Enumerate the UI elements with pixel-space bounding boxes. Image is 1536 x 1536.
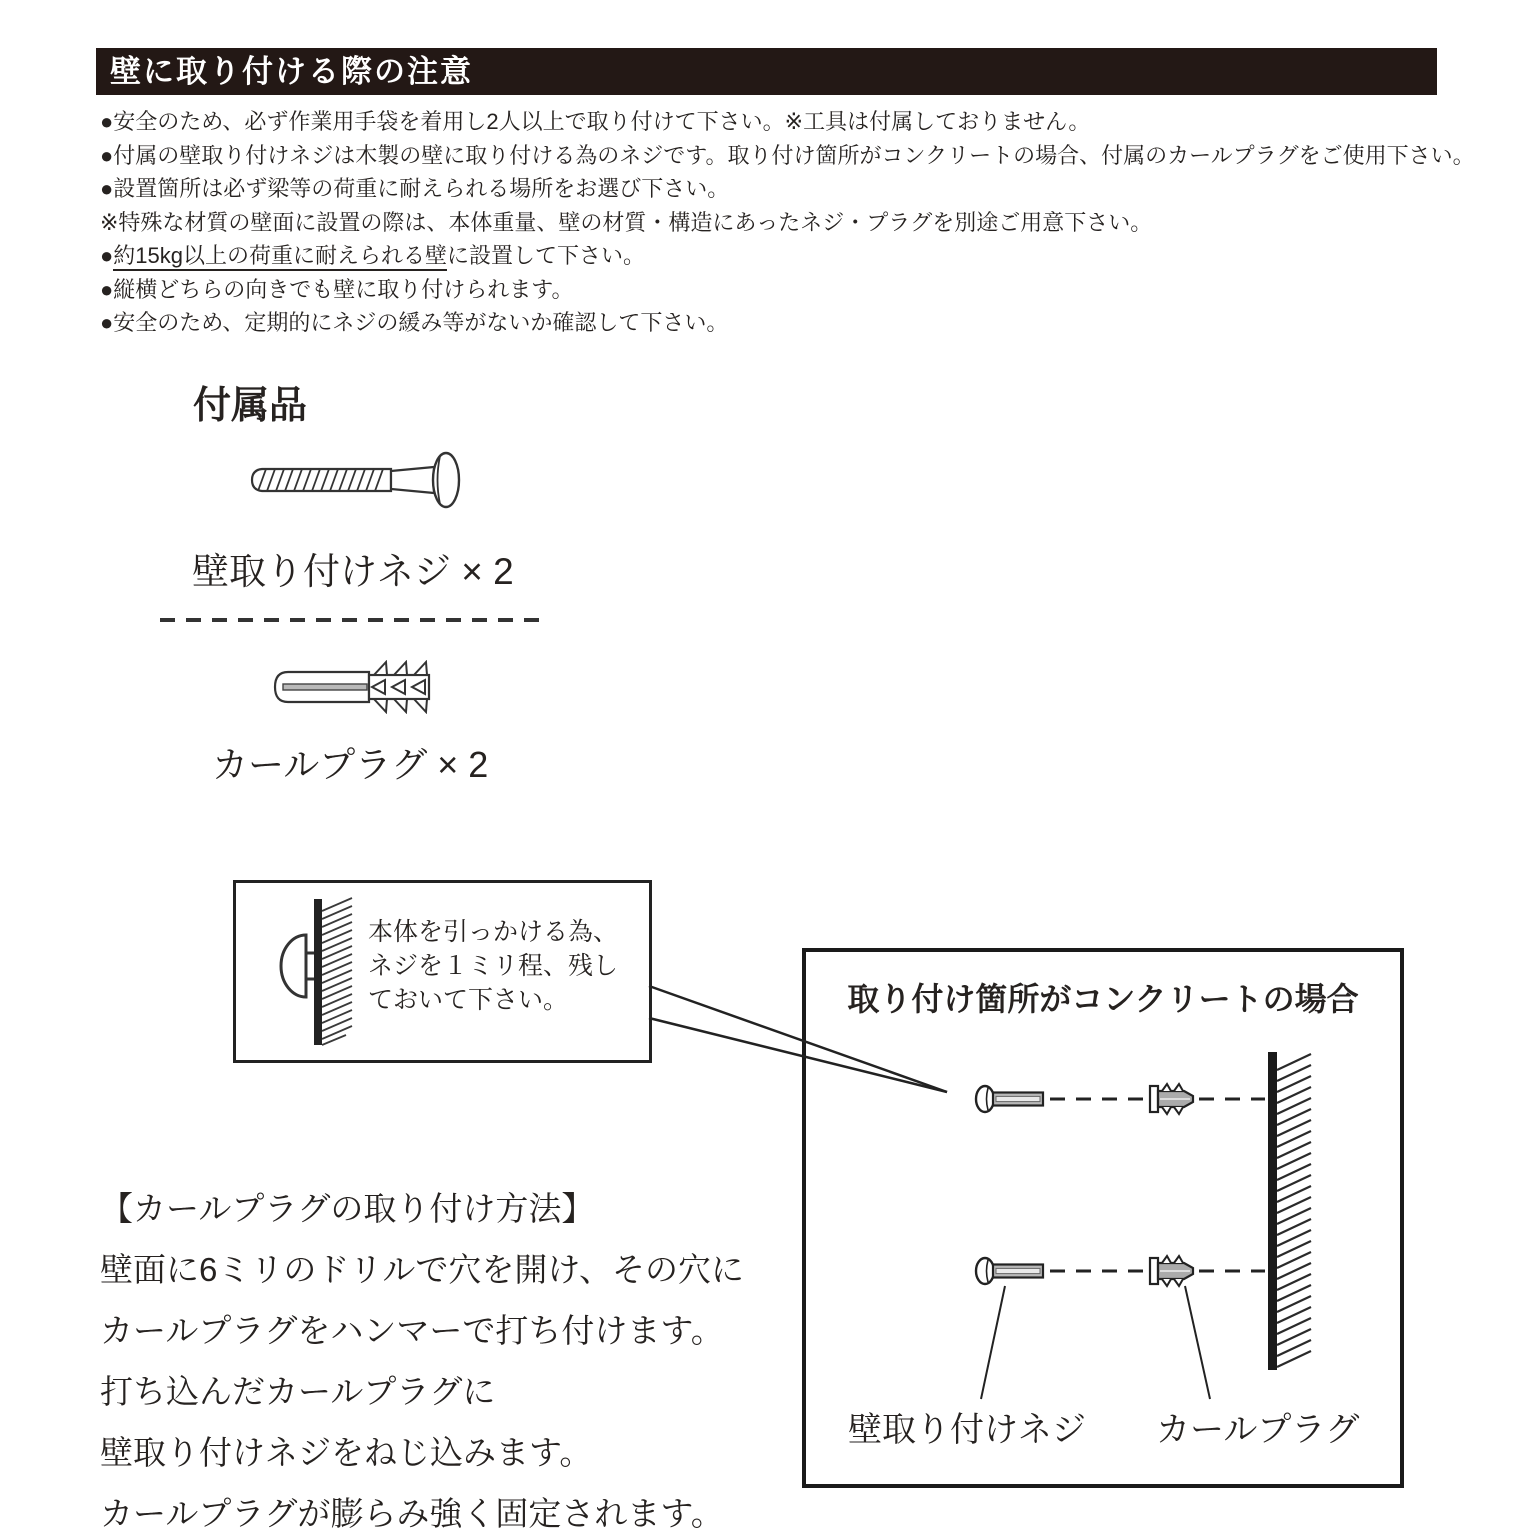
- plug-count-label: カールプラグ × 2: [212, 744, 489, 785]
- precaution-item: ※特殊な材質の壁面に設置の際は、本体重量、壁の材質・構造にあったネジ・プラグを別途ご用意下さい。: [100, 209, 1153, 235]
- section-header-bar: [96, 48, 1437, 95]
- screw-icon: [976, 1086, 1043, 1112]
- precaution-item: ●安全のため、必ず作業用手袋を着用し2人以上で取り付けて下さい。※工具は付属しておりません。: [100, 109, 1091, 134]
- concrete-box-title: 取り付け箇所がコンクリートの場合: [847, 981, 1359, 1017]
- callout-line: 本体を引っかける為、: [368, 918, 619, 946]
- method-step: 壁面に6ミリのドリルで穴を開け、その穴に: [100, 1251, 745, 1288]
- wall-plug-illustration: [268, 660, 443, 714]
- wall-screw-illustration: [240, 448, 470, 512]
- callout-pointer: [648, 978, 954, 1100]
- precaution-list: [100, 105, 1500, 340]
- accessories-title: 付属品: [193, 385, 308, 427]
- callout-text: [368, 915, 618, 1017]
- method-step: 壁取り付けネジをねじ込みます。: [100, 1434, 593, 1471]
- diagram-plug-label: カールプラグ: [1156, 1411, 1360, 1449]
- page-title: 壁に取り付ける際の注意: [110, 54, 473, 89]
- plain-text: に設置して下さい。: [447, 243, 646, 268]
- precaution-item: ●安全のため、定期的にネジの緩み等がないか確認して下さい。: [100, 310, 729, 335]
- screw-count-label: 壁取り付けネジ × 2: [192, 551, 514, 592]
- dashed-separator: [160, 618, 545, 622]
- diagram-screw-label: 壁取り付けネジ: [848, 1411, 1086, 1449]
- wall-hatching: [1277, 1054, 1311, 1367]
- method-title: 【カールプラグの取り付け方法】: [100, 1190, 595, 1227]
- callout-line: ネジを１ミリ程、残し: [368, 952, 619, 980]
- plug-icon: [1150, 1256, 1193, 1286]
- precaution-item: ●縦横どちらの向きでも壁に取り付けられます。: [100, 276, 574, 302]
- plug-icon: [1150, 1084, 1193, 1114]
- bullet-mark: ●: [100, 243, 114, 268]
- plug-method-section: [100, 1178, 744, 1536]
- wall-surface: [1268, 1052, 1277, 1370]
- underlined-text: 約15kg以上の荷重に耐えられる壁: [113, 243, 447, 271]
- method-step: 打ち込んだカールプラグに: [100, 1373, 496, 1410]
- label-leader-lines: [981, 1286, 1210, 1399]
- screw-in-wall-illustration: [256, 897, 371, 1047]
- screw-protrusion-callout: [233, 880, 652, 1063]
- method-step: カールプラグをハンマーで打ち付けます。: [100, 1312, 724, 1349]
- precaution-item-weight: [100, 239, 1500, 273]
- precaution-item: ●設置箇所は必ず梁等の荷重に耐えられる場所をお選び下さい。: [100, 176, 730, 201]
- screw-icon: [976, 1258, 1043, 1284]
- callout-line: ておいて下さい。: [368, 986, 569, 1014]
- method-step: カールプラグが膨らみ強く固定されます。: [100, 1495, 724, 1532]
- precaution-item: ●付属の壁取り付けネジは木製の壁に取り付ける為のネジです。取り付け箇所がコンクリートの場合、付属のカールプラグをご使用下さい。: [100, 142, 1475, 168]
